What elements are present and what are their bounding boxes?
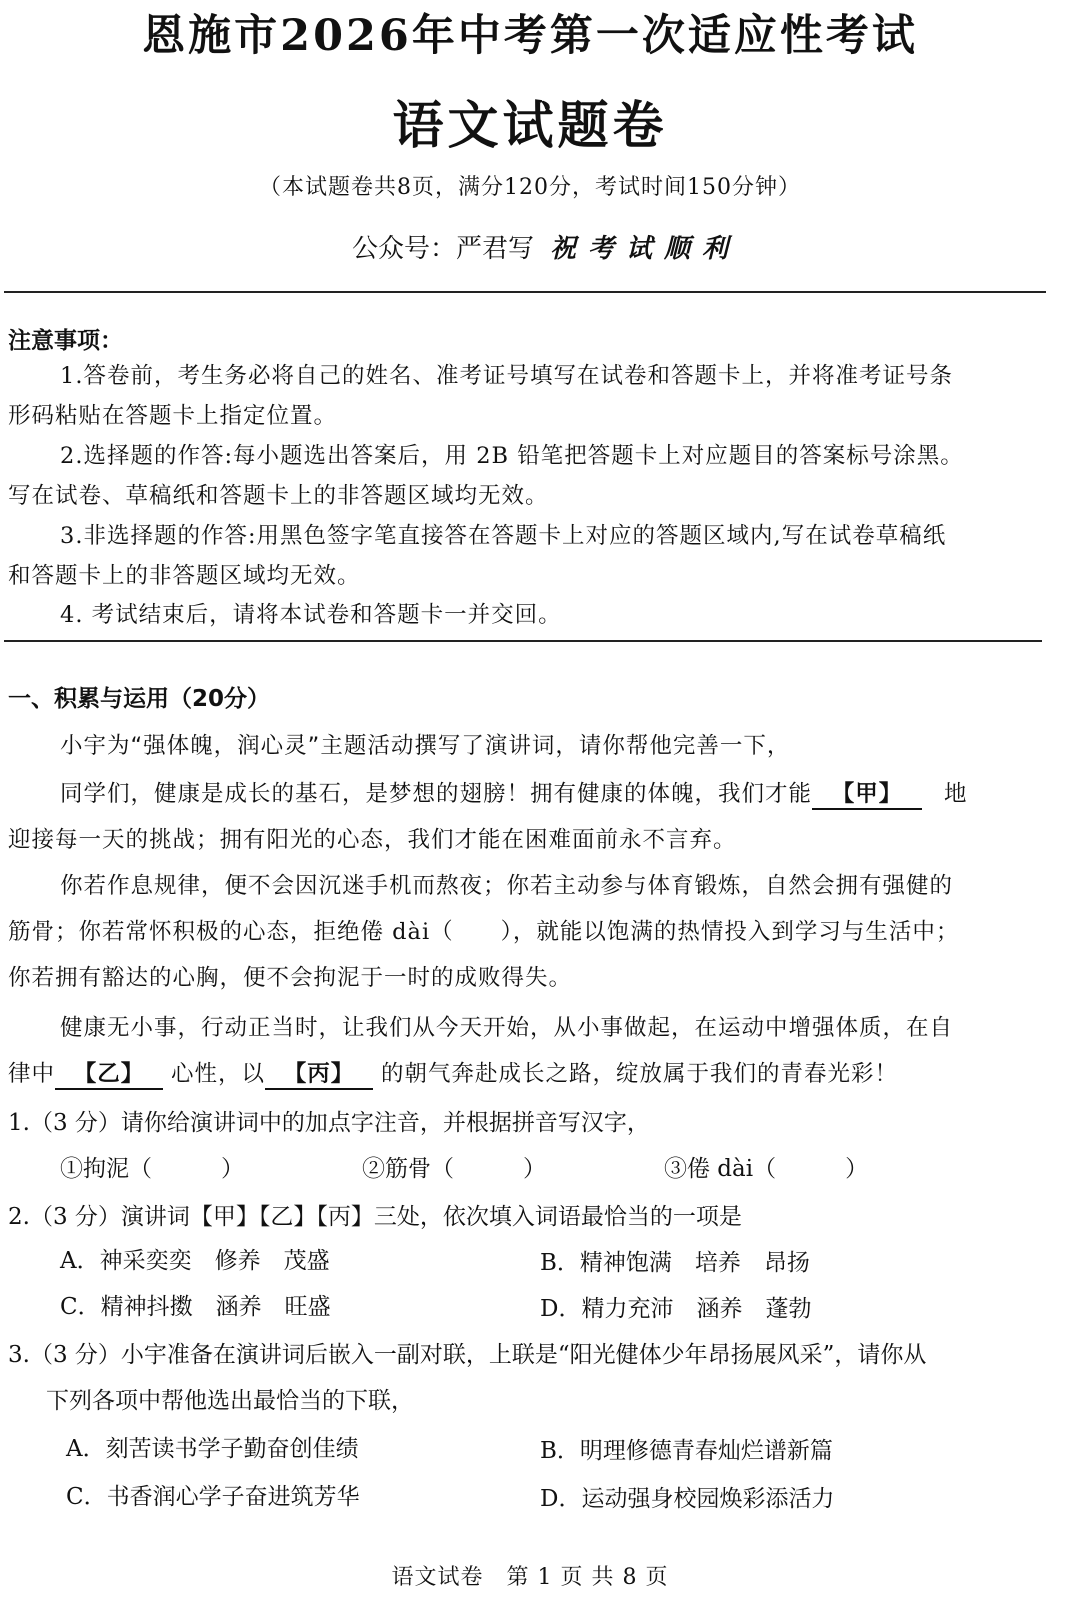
speech-text: 的朝气奔赴成长之路，绽放属于我们的青春光彩！ [381, 1061, 899, 1087]
blank-bing: 【丙】 [265, 1056, 373, 1090]
top-divider [4, 291, 1046, 293]
q1-item: ②筋骨（ ） [362, 1156, 546, 1182]
notice-line: 1.答卷前，考生务必将自己的姓名、准考证号填写在试卷和答题卡上，并将准考证号条 [60, 363, 953, 389]
speech-text: 心性，以 [171, 1061, 266, 1087]
q2-option-b: B．精神饱满 培养 昂扬 [540, 1250, 810, 1276]
speech-text: 律中 [8, 1061, 56, 1087]
question-1-stem: 1.（3 分）请你给演讲词中的加点字注音，并根据拼音写汉字， [8, 1110, 650, 1136]
speech-line [8, 1056, 898, 1090]
notice-line: 3.非选择题的作答:用黑色签字笔直接答在答题卡上对应的答题区域内,写在试卷草稿纸 [60, 523, 947, 549]
section-heading: 一、积累与运用（20分） [8, 686, 271, 712]
section-intro: 小宇为“强体魄，润心灵”主题活动撰写了演讲词，请你帮他完善一下， [60, 733, 791, 759]
notice-line: 和答题卡上的非答题区域均无效。 [8, 563, 361, 589]
notice-heading: 注意事项： [8, 327, 123, 354]
promo-label: 公众号：严君写 [352, 234, 535, 264]
blank-yi: 【乙】 [55, 1056, 163, 1090]
q3-option-d: D．运动强身校园焕彩添活力 [540, 1486, 835, 1512]
q2-option-d: D．精力充沛 涵养 蓬勃 [540, 1296, 812, 1322]
notice-line: 2.选择题的作答:每小题选出答案后，用 2B 铅笔把答题卡上对应题目的答案标号涂黑。 [60, 443, 964, 469]
speech-line: 健康无小事，行动正当时，让我们从今天开始，从小事做起，在运动中增强体质，在自 [60, 1015, 954, 1041]
notice-divider [4, 640, 1042, 642]
exam-title: 恩施市2026年中考第一次适应性考试 [142, 11, 918, 61]
speech-text: 地 [944, 781, 968, 807]
promo-line [352, 228, 740, 265]
blank-jia: 【甲】 [812, 776, 922, 810]
q1-item: ③倦 dài（ ） [664, 1156, 869, 1182]
question-3-stem-cont: 下列各项中帮他选出最恰当的下联， [46, 1388, 414, 1414]
q3-option-a: A．刻苦读书学子勤奋创佳绩 [66, 1436, 359, 1462]
speech-line: 你若拥有豁达的心胸，便不会拘泥于一时的成败得失。 [8, 965, 573, 991]
notice-line: 写在试卷、草稿纸和答题卡上的非答题区域均无效。 [8, 483, 549, 509]
speech-line [60, 776, 968, 810]
speech-line: 迎接每一天的挑战；拥有阳光的心态，我们才能在困难面前永不言弃。 [8, 827, 737, 853]
q1-item: ①拘泥（ ） [60, 1156, 244, 1182]
paper-title: 语文试题卷 [392, 96, 668, 156]
notice-line: 形码粘贴在答题卡上指定位置。 [8, 403, 338, 429]
q3-option-b: B．明理修德青春灿烂谱新篇 [540, 1438, 833, 1464]
q2-option-c: C．精神抖擞 涵养 旺盛 [60, 1294, 331, 1320]
notice-line: 4. 考试结束后，请将本试卷和答题卡一并交回。 [60, 602, 562, 628]
exam-info: （本试题卷共8页，满分120分，考试时间150分钟） [259, 175, 801, 200]
question-3-stem: 3.（3 分）小宇准备在演讲词后嵌入一副对联，上联是“阳光健体少年昂扬展风采”，请你从 [8, 1342, 927, 1368]
question-2-stem: 2.（3 分）演讲词【甲】【乙】【丙】三处，依次填入词语最恰当的一项是 [8, 1204, 742, 1230]
speech-line: 筋骨；你若常怀积极的心态，拒绝倦 dài（ ），就能以饱满的热情投入到学习与生活中； [8, 919, 960, 945]
page-footer: 语文试卷 第 1 页 共 8 页 [391, 1565, 669, 1590]
q2-option-a: A．神采奕奕 修养 茂盛 [60, 1248, 330, 1274]
promo-wish: 祝考试顺利 [550, 234, 741, 264]
speech-text: 同学们，健康是成长的基石，是梦想的翅膀！拥有健康的体魄，我们才能 [60, 781, 813, 807]
speech-line: 你若作息规律，便不会因沉迷手机而熬夜；你若主动参与体育锻炼，自然会拥有强健的 [60, 873, 954, 899]
q3-option-c: C．书香润心学子奋进筑芳华 [66, 1484, 360, 1510]
